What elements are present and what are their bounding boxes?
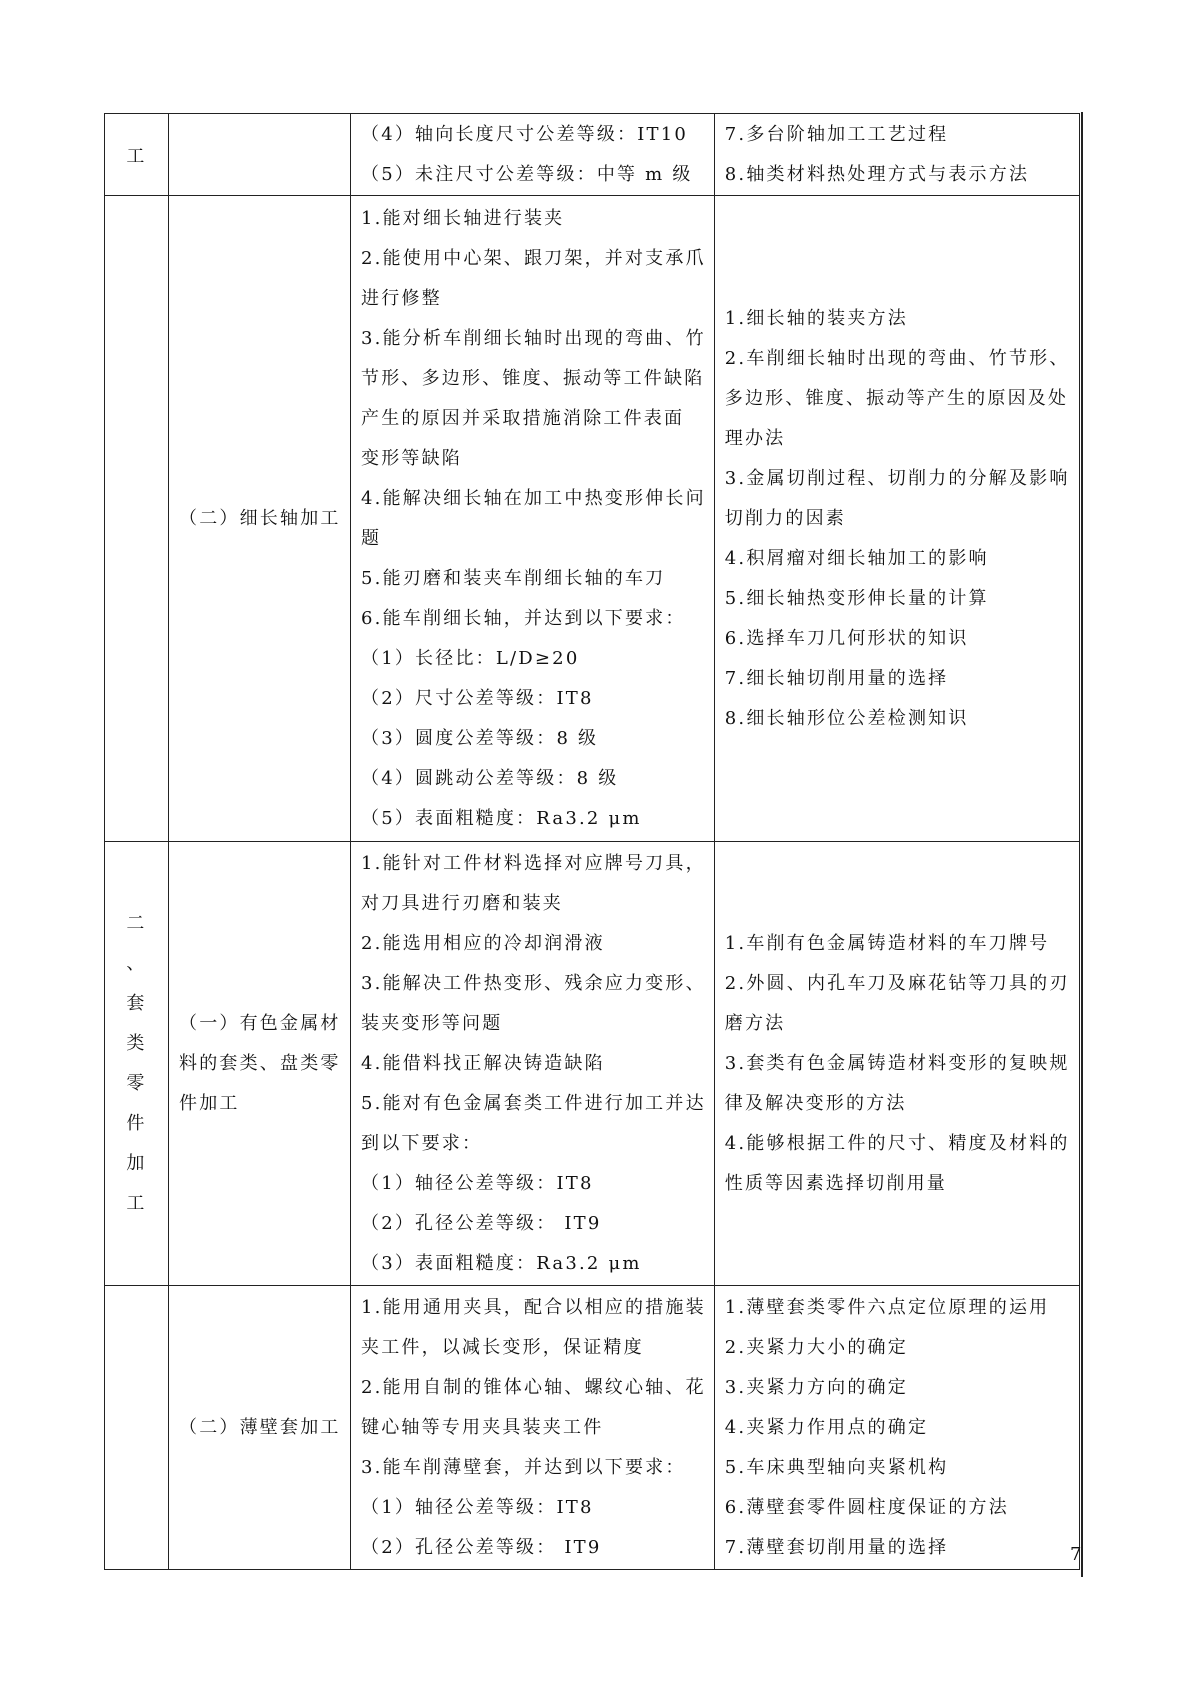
knowledge-line: 2.夹紧力大小的确定 bbox=[724, 1336, 908, 1358]
category-char: 加 bbox=[126, 1152, 147, 1174]
knowledge-line: 多边形、锥度、振动等产生的原因及处 bbox=[724, 387, 1069, 409]
skill-line: （4）轴向长度尺寸公差等级：IT10 bbox=[361, 123, 689, 145]
knowledge-line: 2.外圆、内孔车刀及麻花钻等刀具的刃 bbox=[724, 972, 1070, 994]
category-vertical-label bbox=[105, 904, 168, 1224]
skill-line: 1.能用通用夹具，配合以相应的措施装 bbox=[361, 1296, 706, 1318]
subcategory-line: （一）有色金属材 bbox=[179, 1012, 341, 1034]
skills-table bbox=[104, 113, 1080, 1570]
category-cell bbox=[105, 842, 169, 1286]
subcategory-line: 料的套类、盘类零 bbox=[179, 1052, 341, 1074]
skill-line: （1）轴径公差等级：IT8 bbox=[361, 1172, 594, 1194]
skill-line: （5）表面粗糙度：Ra3.2 μm bbox=[361, 807, 642, 829]
knowledge-line: 3.套类有色金属铸造材料变形的复映规 bbox=[724, 1052, 1070, 1074]
knowledge-line: 5.细长轴热变形伸长量的计算 bbox=[724, 587, 989, 609]
category-char: 类 bbox=[126, 1032, 147, 1054]
skill-line: 3.能分析车削细长轴时出现的弯曲、竹 bbox=[361, 327, 706, 349]
skills-cell bbox=[351, 842, 715, 1286]
category-char: 套 bbox=[126, 992, 147, 1014]
knowledge-line: 8.轴类材料热处理方式与表示方法 bbox=[724, 163, 1030, 185]
skill-line: （2）孔径公差等级： IT9 bbox=[361, 1212, 602, 1234]
skill-line: 4.能借料找正解决铸造缺陷 bbox=[361, 1052, 605, 1074]
knowledge-line: 切削力的因素 bbox=[724, 507, 846, 529]
knowledge-cell bbox=[714, 842, 1079, 1286]
skill-line: 1.能对细长轴进行装夹 bbox=[361, 207, 565, 229]
knowledge-line: 7.细长轴切削用量的选择 bbox=[724, 667, 949, 689]
subcategory-label bbox=[169, 1004, 350, 1124]
knowledge-line: 理办法 bbox=[724, 427, 786, 449]
knowledge-line: 律及解决变形的方法 bbox=[724, 1092, 907, 1114]
skill-line: （1）轴径公差等级：IT8 bbox=[361, 1496, 594, 1518]
knowledge-line: 1.车削有色金属铸造材料的车刀牌号 bbox=[724, 932, 1050, 954]
page-number: 7 bbox=[1070, 1544, 1082, 1565]
skills-cell bbox=[351, 114, 715, 196]
knowledge-line: 磨方法 bbox=[724, 1012, 786, 1034]
skill-line: 节形、多边形、锥度、振动等工件缺陷 bbox=[361, 367, 705, 389]
skill-line: 3.能车削薄壁套，并达到以下要求： bbox=[361, 1456, 686, 1478]
category-label: 工 bbox=[126, 145, 147, 167]
knowledge-cell bbox=[714, 196, 1079, 842]
skill-line: 产生的原因并采取措施消除工件表面 bbox=[361, 407, 685, 429]
knowledge-line: 3.金属切削过程、切削力的分解及影响 bbox=[724, 467, 1070, 489]
subcategory-label: （二）细长轴加工 bbox=[179, 507, 341, 529]
skill-line: （2）尺寸公差等级：IT8 bbox=[361, 687, 594, 709]
skill-line: 装夹变形等问题 bbox=[361, 1012, 503, 1034]
skill-line: （2）孔径公差等级： IT9 bbox=[361, 1536, 602, 1558]
knowledge-line: 5.车床典型轴向夹紧机构 bbox=[724, 1456, 949, 1478]
category-char: 二 bbox=[126, 912, 147, 934]
skill-line: （5）未注尺寸公差等级：中等 m 级 bbox=[361, 163, 693, 185]
skill-line: 到以下要求： bbox=[361, 1132, 483, 1154]
table-row bbox=[105, 842, 1080, 1286]
skill-line: 2.能使用中心架、跟刀架，并对支承爪 bbox=[361, 247, 706, 269]
knowledge-line: 6.选择车刀几何形状的知识 bbox=[724, 627, 969, 649]
subcategory-line: 件加工 bbox=[179, 1092, 240, 1114]
skill-line: 变形等缺陷 bbox=[361, 447, 462, 469]
knowledge-line: 1.细长轴的装夹方法 bbox=[724, 307, 908, 329]
subcategory-label: （二）薄壁套加工 bbox=[179, 1416, 341, 1438]
knowledge-line: 2.车削细长轴时出现的弯曲、竹节形、 bbox=[724, 347, 1070, 369]
category-char: 、 bbox=[126, 952, 147, 974]
knowledge-line: 6.薄壁套零件圆柱度保证的方法 bbox=[724, 1496, 1009, 1518]
skills-cell bbox=[351, 1286, 715, 1570]
subcategory-cell bbox=[169, 196, 351, 842]
table-row bbox=[105, 1286, 1080, 1570]
knowledge-line: 3.夹紧力方向的确定 bbox=[724, 1376, 908, 1398]
knowledge-line: 4.夹紧力作用点的确定 bbox=[724, 1416, 929, 1438]
category-char: 零 bbox=[126, 1072, 147, 1094]
table-row bbox=[105, 196, 1080, 842]
knowledge-line: 8.细长轴形位公差检测知识 bbox=[724, 707, 969, 729]
knowledge-line: 4.能够根据工件的尺寸、精度及材料的 bbox=[724, 1132, 1070, 1154]
category-cell bbox=[105, 114, 169, 196]
skill-line: 对刀具进行刃磨和装夹 bbox=[361, 892, 563, 914]
skill-line: 5.能刃磨和装夹车削细长轴的车刀 bbox=[361, 567, 666, 589]
skill-line: （1）长径比：L/D≥20 bbox=[361, 647, 580, 669]
skill-line: （4）圆跳动公差等级：8 级 bbox=[361, 767, 619, 789]
knowledge-line: 7.薄壁套切削用量的选择 bbox=[724, 1536, 949, 1558]
knowledge-line: 性质等因素选择切削用量 bbox=[724, 1172, 947, 1194]
skill-line: 1.能针对工件材料选择对应牌号刀具， bbox=[361, 852, 706, 874]
table-row bbox=[105, 114, 1080, 196]
category-cell bbox=[105, 1286, 169, 1570]
skill-line: 3.能解决工件热变形、残余应力变形、 bbox=[361, 972, 706, 994]
skill-line: （3）表面粗糙度：Ra3.2 μm bbox=[361, 1252, 642, 1274]
skills-cell bbox=[351, 196, 715, 842]
subcategory-cell bbox=[169, 1286, 351, 1570]
subcategory-cell bbox=[169, 114, 351, 196]
knowledge-line: 7.多台阶轴加工工艺过程 bbox=[724, 123, 949, 145]
category-char: 件 bbox=[126, 1112, 147, 1134]
skill-line: 键心轴等专用夹具装夹工件 bbox=[361, 1416, 604, 1438]
skill-line: 6.能车削细长轴，并达到以下要求： bbox=[361, 607, 686, 629]
subcategory-cell bbox=[169, 842, 351, 1286]
skill-line: 题 bbox=[361, 527, 382, 549]
skill-line: 2.能用自制的锥体心轴、螺纹心轴、花 bbox=[361, 1376, 706, 1398]
category-char: 工 bbox=[126, 1192, 147, 1214]
knowledge-cell bbox=[714, 1286, 1082, 1570]
knowledge-cell bbox=[714, 114, 1079, 196]
skill-line: 进行修整 bbox=[361, 287, 442, 309]
skill-line: 5.能对有色金属套类工件进行加工并达 bbox=[361, 1092, 706, 1114]
knowledge-line: 4.积屑瘤对细长轴加工的影响 bbox=[724, 547, 989, 569]
category-cell bbox=[105, 196, 169, 842]
skill-line: （3）圆度公差等级：8 级 bbox=[361, 727, 599, 749]
knowledge-line: 1.薄壁套类零件六点定位原理的运用 bbox=[724, 1296, 1050, 1318]
skill-line: 夹工件，以减长变形，保证精度 bbox=[361, 1336, 644, 1358]
skill-line: 2.能选用相应的冷却润滑液 bbox=[361, 932, 605, 954]
skill-line: 4.能解决细长轴在加工中热变形伸长问 bbox=[361, 487, 706, 509]
table-right-rule bbox=[1081, 112, 1083, 1577]
